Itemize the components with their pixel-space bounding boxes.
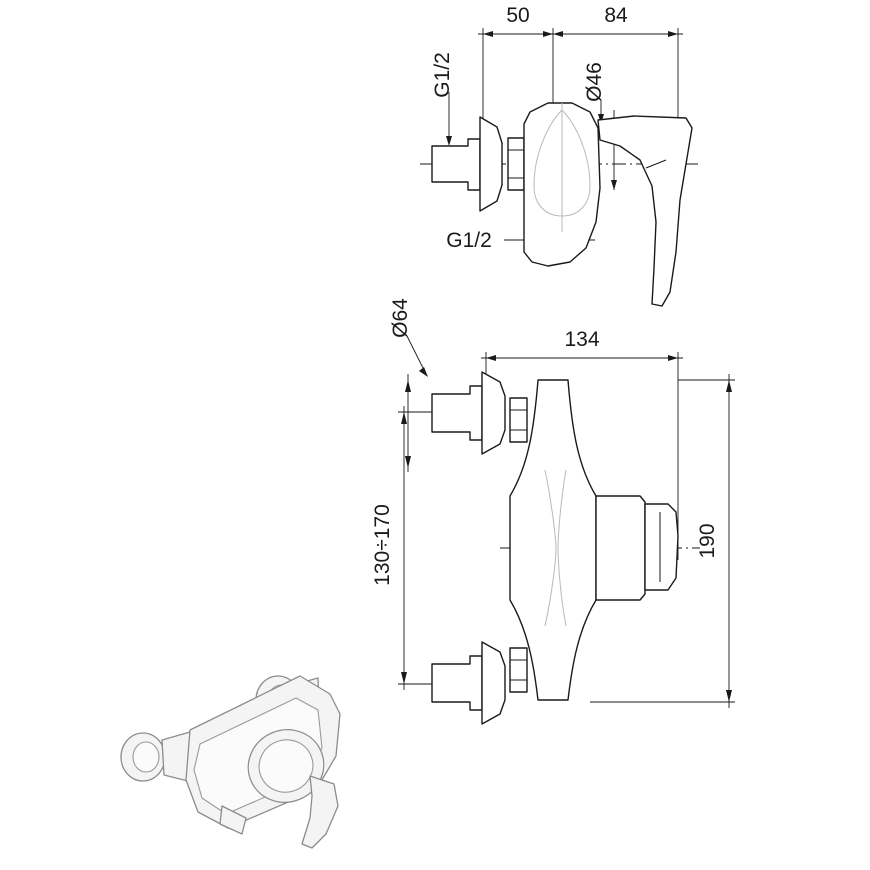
dim-190-label: 190 — [696, 523, 719, 559]
arrow — [405, 456, 411, 468]
arrow — [726, 690, 732, 702]
front-upper-escutcheon — [482, 372, 505, 454]
side-lever-handle — [598, 116, 692, 306]
arrow — [401, 412, 407, 424]
arrow — [668, 355, 678, 361]
side-view-group — [420, 4, 700, 306]
leader-line — [407, 336, 425, 372]
arrow — [401, 672, 407, 684]
dim-50-label: 50 — [506, 4, 530, 27]
thread-top-label: G1/2 — [431, 52, 454, 98]
dim-d64-label: Ø64 — [389, 298, 412, 338]
arrow — [553, 31, 563, 37]
front-lower-escutcheon — [482, 642, 505, 724]
thread-bottom-label: G1/2 — [446, 229, 492, 252]
front-lever-handle — [645, 504, 678, 590]
arrow — [543, 31, 553, 37]
arrow — [726, 380, 732, 392]
arrow — [419, 367, 428, 377]
front-upper-inlet — [432, 386, 482, 440]
dim-d46-label: Ø46 — [583, 62, 606, 102]
side-escutcheon — [480, 117, 502, 211]
arrow — [611, 180, 617, 190]
front-lower-inlet — [432, 656, 482, 710]
arrow — [446, 136, 452, 146]
dim-134-label: 134 — [564, 328, 600, 351]
render-left-rosette-inner — [133, 742, 159, 772]
side-inlet-nipple — [432, 139, 480, 190]
front-cartridge-housing — [596, 496, 645, 600]
arrow — [486, 355, 496, 361]
front-view-group — [371, 298, 735, 724]
front-lower-nut — [510, 648, 527, 692]
arrow — [483, 31, 493, 37]
front-upper-nut — [510, 398, 527, 442]
arrow — [668, 31, 678, 37]
product-render-group — [121, 676, 340, 848]
arrow — [405, 380, 411, 392]
dim-84-label: 84 — [604, 4, 628, 27]
side-nut — [508, 138, 524, 190]
dim-center-distance-label: 130÷170 — [371, 504, 394, 586]
